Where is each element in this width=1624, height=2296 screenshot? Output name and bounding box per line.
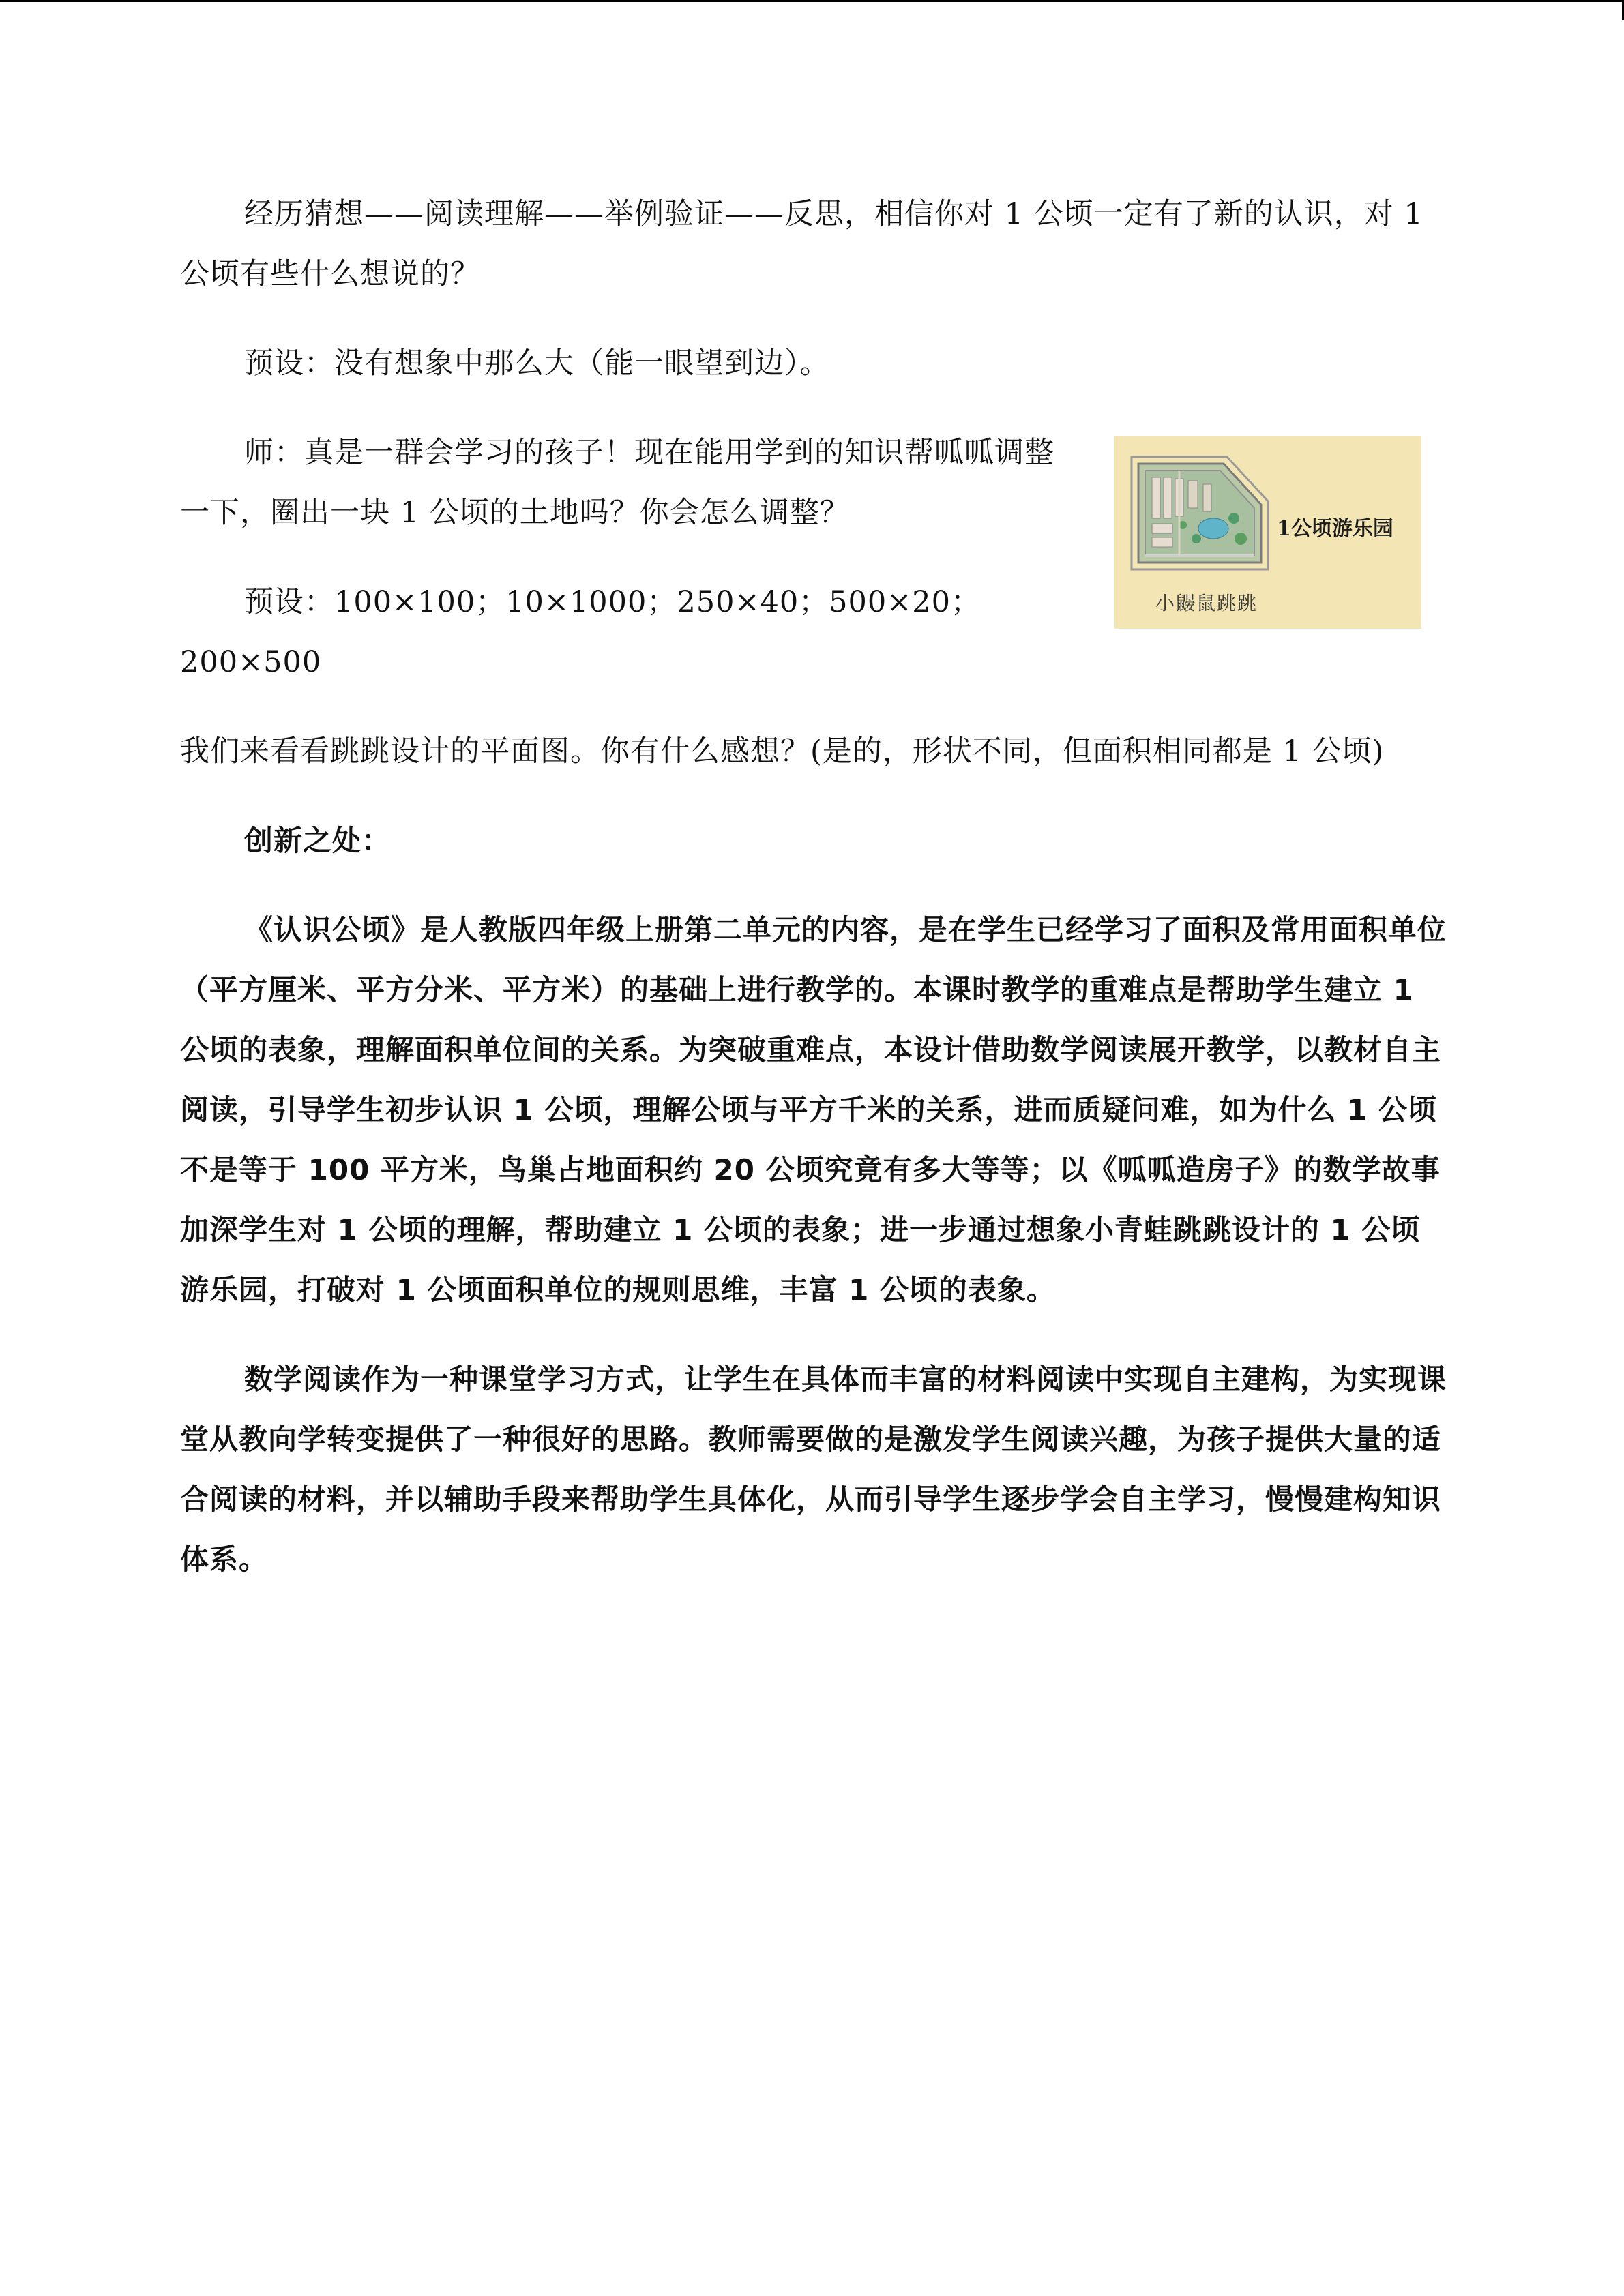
paragraph-reflection: 经历猜想——阅读理解——举例验证——反思，相信你对 1 公顷一定有了新的认识，对 1 公顷有些什么想说的？ — [180, 197, 1423, 291]
park-plan-caption: 小鼹鼠跳跳 — [1155, 592, 1258, 614]
paragraph-preset-2: 预设：100×100；10×1000；250×40；500×20；200×500 — [180, 585, 981, 679]
park-plan-label: 1公顷游乐园 — [1277, 517, 1393, 541]
paragraph-innovation-2: 数学阅读作为一种课堂学习方式，让学生在具体而丰富的材料阅读中实现自主建构，为实现课堂从教向学转变提供了一种很好的思路。教师需要做的是激发学生阅读兴趣，为孩子提供大量的适合阅读的材料，并以辅助手段来帮助学生具体化，从而引导学生逐步学会自主学习，慢慢建构知识体系。 — [180, 1362, 1447, 1576]
paragraph-innovation-1: 《认识公顷》是人教版四年级上册第二单元的内容，是在学生已经学习了面积及常用面积单位（平方厘米、平方分米、平方米）的基础上进行教学的。本课时教学的重难点是帮助学生建立 1 公顷的表象，理解面积单位间的关系。为突破重难点，本设计借助数学阅读展开教学，以教材自主阅读，引导学生初步认识 1 公顷，理解公顷与平方千米的关系，进而质疑问难，如为什么 1 公顷不是等于 100 平方米，鸟巢占地面积约 20 公顷究竟有多大等等；以《呱呱造房子》的数学故事加深学生对 1 公顷的理解，帮助建立 1 公顷的表象；进一步通过想象小青蛙跳跳设计的 1 公顷游乐园，打破对 1 公顷面积单位的规则思维，丰富 1 公顷的表象。 — [180, 913, 1447, 1307]
figure-section — [180, 423, 1449, 692]
heading-innovation: 创新之处： — [244, 824, 392, 857]
paragraph-preset-1: 预设：没有想象中那么大（能一眼望到边）。 — [244, 346, 830, 381]
top-border-line — [0, 0, 1624, 2]
document-page — [180, 184, 1449, 1590]
paragraph-teacher-question: 师：真是一群会学习的孩子！现在能用学到的知识帮呱呱调整一下，圈出一块 1 公顷的土地吗？你会怎么调整？ — [180, 436, 1054, 530]
park-plan-figure — [1114, 436, 1421, 629]
paragraph-plan-view: 我们来看看跳跳设计的平面图。你有什么感想？(是的，形状不同，但面积相同都是 1 公顷) — [180, 734, 1385, 769]
